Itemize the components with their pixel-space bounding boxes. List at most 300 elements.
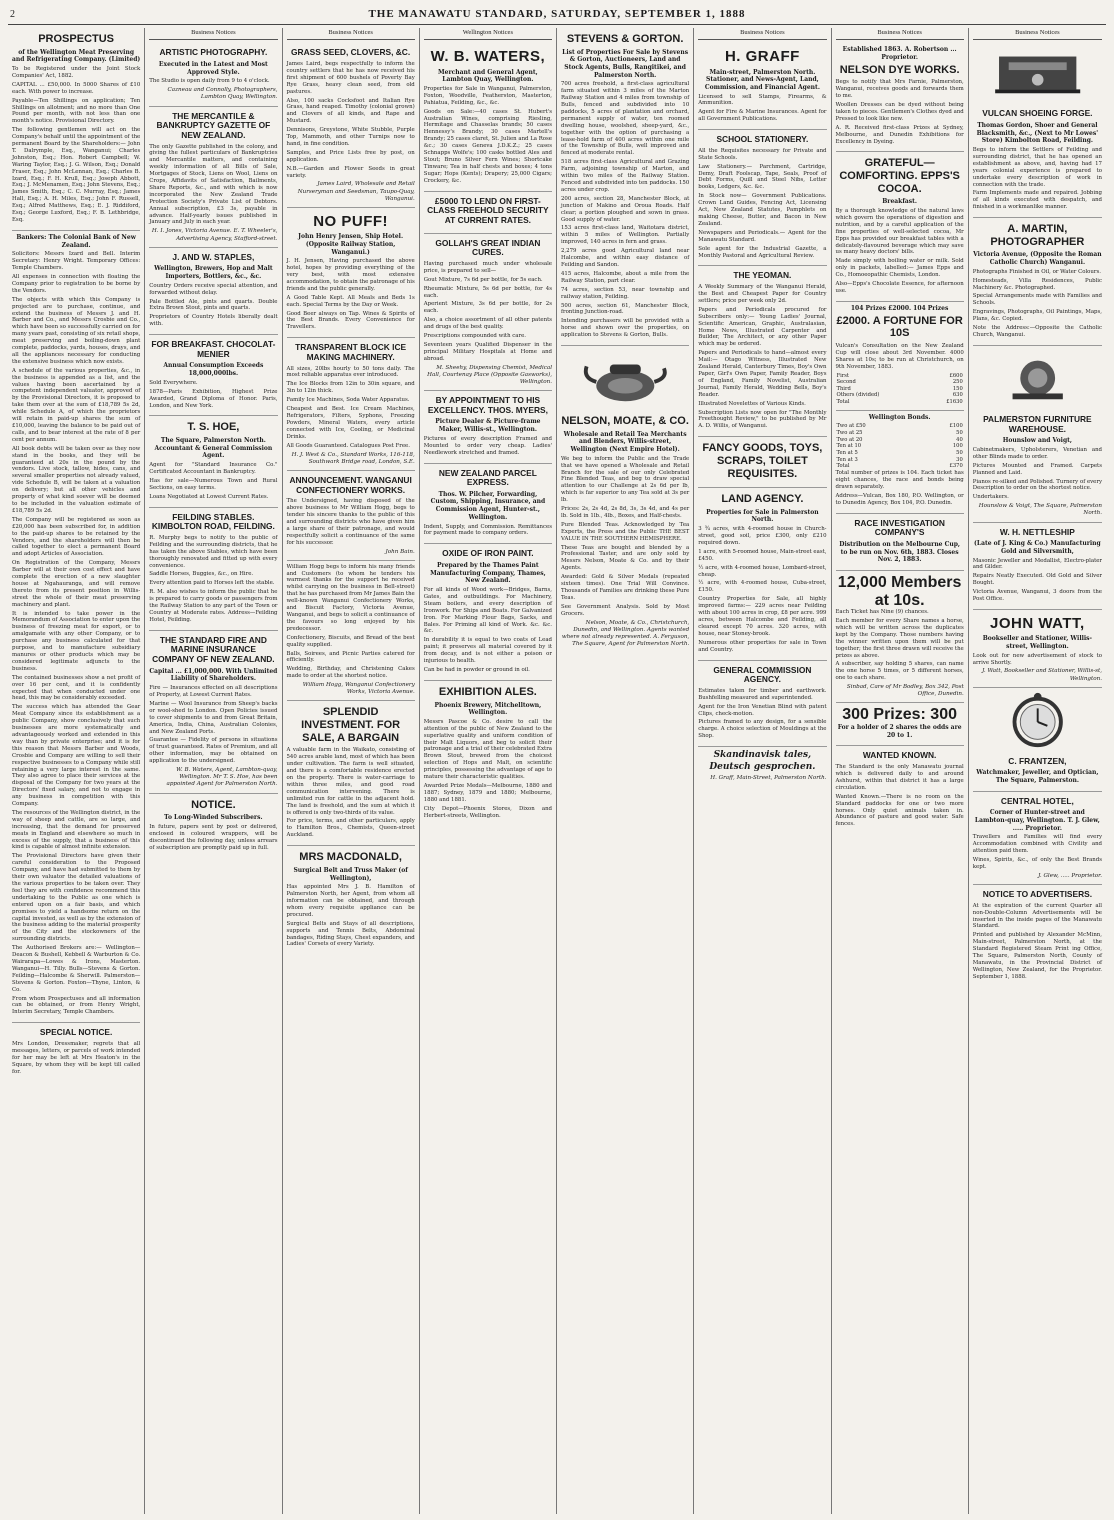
- kettle-icon: [574, 349, 677, 407]
- ad: [698, 488, 826, 660]
- ad-paragraph: It is intended to take power in the Memorandum of Association to enter upon the business of freezing meat for export, or to amalgamate with any other Company, or to purchase any business calculated for that purpose, and to manufacture subsidiary manures or other products which may be considered legitimate adjuncts to the business.: [12, 610, 141, 672]
- ad-paragraph: Sole agent for the Industrial Gazette, a Monthly Pastoral and Agricultural Review.: [698, 245, 827, 259]
- column-7: [832, 28, 969, 1514]
- ad-paragraph: Also, a choice assortment of all other patents and drugs of the best quality.: [423, 317, 552, 331]
- ad-paragraph: Licensed to sell Stamps, Firearms, & Ammunition.: [698, 93, 827, 107]
- ad-paragraph: Having purchased much under wholesale price, is prepared to sell—: [423, 260, 552, 274]
- ad-title: SPECIAL NOTICE.: [39, 1027, 113, 1038]
- ad-body: [973, 653, 1102, 667]
- ad-subtitle: The Square, Palmerston North. Accountant & General Commission Agent.: [154, 437, 273, 460]
- ad-paragraph: See Government Analysis. Sold by Most Grocers.: [561, 603, 690, 617]
- ad-title: BY APPOINTMENT TO HIS EXCELLENCY. THOS. MYERS,: [427, 395, 548, 415]
- ad-paragraph: Loans Negotiated at Lowest Current Rates.: [149, 493, 269, 500]
- table-row: [836, 450, 964, 457]
- table-cell: 100: [952, 443, 963, 450]
- ad-paragraph: Family Ice Machines, Soda Water Apparatus.: [286, 397, 410, 404]
- ad-body: [12, 251, 140, 1016]
- ad: [424, 544, 552, 681]
- table-cell: 30: [956, 456, 963, 463]
- ad-body: [287, 498, 415, 546]
- ad-title: GRASS SEED, CLOVERS, &C.: [291, 47, 411, 58]
- ad-paragraph: A schedule of the various properties, &c., in the business is appended as a list, and the values having been ascertained by a competent independent valuator, approved of by the Provisional Directors, it is proposed to take them over at the sum of £18,789 5s 2d, while Schedule A, of which the proprietors will retain in paid-up shares the sum of £10,000, leaving the balance to be paid out of calls, and to bear interest at the rate of 8 per cent per annum.: [12, 367, 141, 443]
- column-5: [557, 28, 694, 1514]
- ad-paragraph: Newspapers and Periodicals.— Agent for the Manawatu Standard.: [698, 229, 827, 243]
- ad-body: [287, 884, 415, 948]
- ad-paragraph: A. R. Received first-class Prizes at Sydney, Melbourne, and Dunedin Exhibitions for Excellency in Dyeing.: [835, 124, 964, 145]
- ad: [149, 248, 277, 335]
- ad-body: [836, 609, 964, 682]
- ad-body: [287, 366, 415, 450]
- ad-paragraph: A subscriber, say holding 5 shares, can name the one horse 5 times, or 5 different horses, one to each share.: [835, 661, 964, 682]
- ad: [698, 266, 826, 437]
- ad-paragraph: Wanted Known.—There is no room on the Standard paddocks for one or two more horses. Only quiet animals taken in. Abundance of pasture and good water. Safe fences.: [835, 793, 964, 828]
- column-header: Business Notices: [698, 28, 826, 40]
- ad-paragraph: Homesteads, Villa Residences, Public Machinery &c. Photographed.: [972, 277, 1102, 291]
- ad-paragraph: The Ice Blocks from 12in to 30in square, and 3in to 12in thick.: [286, 381, 415, 395]
- ad-paragraph: Fire — Insurances effected on all descriptions of Property, at Lowest Current Rates.: [149, 685, 278, 698]
- ad-paragraph: Repairs Neatly Executed. Old Gold and Silver Bought.: [972, 573, 1102, 587]
- kettle-cut: [574, 349, 677, 407]
- ad-paragraph: Marine — Wool Insurance from Sheep's backs or wool-shed to London. Open Policies issued to cover shipments to and from Great Britain, America, India, China, Australian Colonies, and New Zealand Ports.: [149, 700, 278, 735]
- ad-paragraph: Subscription Lists now open for "The Monthly Freethought Review," to be published by Mr A. D. Willis, of Wanganui.: [698, 409, 827, 430]
- ad-paragraph: The Provisional Directors have given their careful consideration to the Proposed Company, and have had submitted to them by their own valuator the detailed valuations of the various properties to be taken over. They feel they are with confidence recommend this undertaking to the Public as one which is entered upon on a fair basis, and which promises to yield a handsome return on the capital invested, as well as by the extension of the business adding to the material prosperity of the City and the stockowners of the surrounding districts.: [12, 853, 141, 943]
- ad-paragraph: On Registration of the Company, Messrs Barber will at their own cost effect and have complete the erection of a new slaughter house at Ngahauranga, and will remove thereto from its present position in Willis-street the whole of their meat preserving machinery and plant.: [12, 560, 141, 608]
- ad: [561, 410, 689, 652]
- ad: [698, 437, 826, 488]
- table-row: [836, 423, 964, 430]
- column-3: [283, 28, 420, 1514]
- ad-paragraph: Prescriptions compounded with care.: [423, 333, 526, 340]
- ad-body: [149, 824, 277, 852]
- ad-paragraph: Balls, Soirees, and Picnic Parties catered for efficiently.: [286, 650, 415, 664]
- ad-paragraph: R. M. also wishes to inform the public that he is prepared to carry goods or passengers from the Railway Station to any part of the Town or Country at Moderate rates. Address—Feilding Hotel, Feilding.: [149, 589, 278, 623]
- ad: [424, 464, 552, 545]
- ad-paragraph: Cheapest and Best. Ice Cream Machines, Refrigerators, Filters, Syphons, Freezing Powders, Mineral Waters, every article connected with Ice, Cooling, or Medicinal Drinks.: [286, 406, 415, 440]
- table-cell: 50: [956, 450, 963, 457]
- ad-paragraph: 700 acres freehold, a first-class agricultural farm situated within 3 miles of the Marton Railway Station and 4 miles from township of Bulls, fenced and subdivided into 10 paddocks, 5 acres of plantation and orchard, permanent supply of water, ten roomed dwelling house, woolshed, sheep-yard, &c., together with the option of purchasing a lease-hold farm of 400 acres within one mile of the Township of Bulls, well improved and fenced at moderate rental.: [561, 81, 690, 157]
- ad-paragraph: Surgical Belts and Stays of all descriptions, supports and Tennis Belts, Abdominal bandages, Riding Stays, Chest expanders, and Ladies' Corsets of every Variety.: [286, 920, 415, 948]
- ad-subtitle: To Long-Winded Subscribers.: [164, 814, 263, 822]
- ad-title: MRS MACDONALD,: [299, 851, 402, 864]
- ad: [287, 43, 415, 208]
- ad-title: FEILDING STABLES. KIMBOLTON ROAD, FEILDING.: [151, 511, 275, 532]
- column-header: Business Notices: [287, 28, 415, 40]
- ad-subtitle: Victoria Avenue, (Opposite the Roman Catholic Church) Wanganui.: [973, 251, 1102, 267]
- ad: [287, 471, 415, 561]
- ad-subtitle: Executed in the Latest and Most Approved Style.: [158, 60, 268, 76]
- ad-paragraph: 1 acre, with 5-roomed house, Main-street east, £450.: [698, 548, 827, 562]
- ad-title: WANTED KNOWN.: [862, 750, 937, 761]
- ad-subtitle: Distribution on the Melbourne Cup, to be run on Nov. 6th, 1883. Closes Nov. 2, 1883.: [839, 540, 961, 564]
- ad-body: [561, 456, 689, 618]
- ad-paragraph: Awarded: Gold & Silver Medals (repeated sixteen times). One Trial Will Convince. Thousands of Families are drinking these Pure Teas.: [561, 574, 690, 601]
- column-6: [694, 28, 831, 1514]
- ad-paragraph: Made simply with boiling water or milk. Sold only in packets, labelled:— James Epps and Co., Homoeopathic Chemists, London.: [835, 258, 964, 279]
- ad: [698, 661, 826, 748]
- ad-title: NELSON, MOATE, & CO.: [561, 415, 689, 428]
- ad-body: [424, 719, 552, 820]
- ad-subtitle: List of Properties For Sale by Stevens & Gorton, Auctioneers, Land and Stock Agents, Bulls, Rangitikei, and Palmerston North.: [562, 48, 689, 79]
- ad: [973, 218, 1102, 346]
- ad-paragraph: Undertakers.: [972, 494, 1009, 501]
- ad-body: [698, 284, 826, 430]
- columns: [8, 28, 1106, 1514]
- ad-body: [424, 524, 552, 538]
- ad-title: T. S. HOE,: [187, 421, 240, 434]
- ad: [287, 208, 415, 338]
- ad-body: [973, 834, 1102, 871]
- ad-subtitle: Properties for Sale in Palmerston North.: [706, 508, 819, 524]
- ad-paragraph: The Standard is the only Manawatu journal which is delivered daily to and around Ashhurst, within that district it has a large circulation.: [835, 764, 964, 791]
- ad-subtitle: For a holder of 2 shares the odds are 20 to 1.: [837, 724, 962, 739]
- ad-title: OXIDE OF IRON PAINT.: [442, 548, 534, 559]
- ad-body: [424, 436, 552, 457]
- ad: [149, 416, 277, 507]
- ad-paragraph: Good Beer always on Tap. Wines & Spirits of the Best Brands. Every Convenience for Travellers.: [286, 310, 415, 331]
- ad-title: THE MERCANTILE & BANKRUPTCY GAZETTE OF NEW ZEALAND.: [156, 110, 271, 140]
- ad-body: [973, 447, 1102, 501]
- anvil-icon: [986, 43, 1089, 101]
- ad-title: NO PUFF!: [313, 212, 389, 230]
- table-row: [836, 463, 964, 470]
- ad-subtitle: John Henry Jensen, Ship Hotel. (Opposite Railway Station, Wanganui.): [298, 233, 404, 256]
- ad-title: A. MARTIN, PHOTOGRAPHER: [990, 223, 1085, 248]
- ad: [973, 752, 1102, 792]
- table-row: [836, 379, 964, 386]
- ad: [12, 1023, 140, 1081]
- vulcan-cut: [986, 43, 1089, 101]
- table-cell: Ten at 5: [836, 450, 858, 457]
- furniture-icon: [986, 349, 1089, 407]
- ad-paragraph: ½ acre, with 4-roomed house, Lombard-street, cheap.: [698, 564, 827, 578]
- ad-paragraph: Aperient Mixture, 3s 6d per bottle, for 2s each.: [423, 301, 552, 315]
- ad: [836, 514, 964, 571]
- ad-title: ARTISTIC PHOTOGRAPHY.: [159, 47, 268, 58]
- ad-body: [12, 66, 140, 224]
- ad-paragraph: CAPITAL ... £50,000. In 5000 Shares of £10 each. With power to increase.: [12, 81, 141, 95]
- column-header: Business Notices: [973, 28, 1102, 40]
- ad-paragraph: James Laird, begs respectfully to inform the country settlers that he has now received his first shipment of 600 bushels of Poverty Bay Rye Grass, heavy clean seed, from old pastures.: [286, 60, 415, 95]
- ad-body: [149, 78, 277, 85]
- ad-body: [836, 208, 964, 295]
- table-cell: Ten at 3: [836, 456, 858, 463]
- ad-body: [836, 79, 964, 145]
- ad-paragraph: Note the Address:—Opposite the Catholic Church, Wanganui.: [972, 325, 1102, 339]
- masthead-title: THE MANAWATU STANDARD, SATURDAY, SEPTEMBER 1, 1888: [368, 8, 746, 20]
- table-cell: Others (divided): [836, 392, 880, 399]
- ad: [287, 561, 415, 702]
- table-cell: Two at 20: [836, 436, 863, 443]
- table-cell: Two at 25: [836, 430, 863, 437]
- ad-paragraph: Agent for the Iron Venetian Blind with patent Clips, check-motion.: [698, 703, 827, 717]
- ad: [12, 28, 140, 231]
- ad: [424, 234, 552, 392]
- column-header: Business Notices: [149, 28, 277, 40]
- table-cell: Second: [836, 379, 856, 386]
- ad-body: [973, 269, 1102, 339]
- ad-subtitle: Bookseller and Stationer, Willis-street, Wellington.: [982, 635, 1093, 650]
- ad-paragraph: By a thorough knowledge of the natural laws which govern the operations of digestion and nutrition, and by a careful application of the fine properties of well-selected cocoa, Mr Epps has provided our breakfast tables with a delicately-flavoured beverage which may save us many heavy doctors' bills.: [835, 208, 964, 256]
- ad-signature: H. Graff, Main-Street, Palmerston North.: [710, 775, 827, 782]
- ad: [698, 43, 826, 130]
- ad-paragraph: The contained businesses show a net profit of over 16 per cent, and it is confidently expected that when conducted under one head, this may be considerably exceeded.: [12, 674, 141, 702]
- column-header: Business Notices: [836, 28, 964, 40]
- ad-paragraph: For price, terms, and other particulars, apply to Hamilton Bros., Chemists, Queen-street Auckland.: [286, 818, 415, 839]
- ad-body: [149, 535, 277, 624]
- ad-body: [973, 903, 1102, 981]
- ad: [424, 391, 552, 463]
- ad-paragraph: Vulcan's Consultation on the New Zealand Cup will close about 3rd November. 4000 Shares at 10s; to be run at Christchurch, on 9th November, 1883.: [835, 342, 964, 370]
- ad-signature: Nelson, Moate, & Co., Christchurch, Dunedin, and Wellington. Agents wanted where not already represented. A. Ferguson, The Square, Agent for Palmerston North.: [561, 619, 690, 648]
- ad-paragraph: The objects with which this Company is projected are to purchase, continue, and extend the business of Messrs J. and H. Barber and Co., and Messrs Crosbie and Co., which have been so successfully carried on for many years past, consisting of six retail shops, meat preserving and boiling-down plant complete, paddocks, yards, houses, drays, and all the appliances necessary for conducting the extensive business which now exists.: [12, 296, 141, 365]
- table-cell: Third: [836, 385, 851, 392]
- table-cell: First: [836, 372, 849, 379]
- ad-paragraph: Victoria Avenue, Wanganui, 3 doors from the Post Office.: [972, 589, 1102, 603]
- ad-paragraph: At the expiration of the current Quarter all non-Double-Column Advertisements will be inserted in the inside pages of the Manawatu Standard.: [972, 902, 1102, 930]
- ad-title: C. FRANTZEN,: [1008, 755, 1067, 766]
- ad-paragraph: Pictures of every description Framed and Mounted to order very cheap. Ladies' Needlework stretched and framed.: [423, 435, 552, 456]
- ad-paragraph: A valuable farm in the Waikato, consisting of 540 acres arable land, most of which has been under cultivation. The farm is well situated, and there is a comfortable residence erected on the property. There is water-carriage to within three miles, and good road communication intervening. There is unlimited run for cattle in the adjacent hold. The land is freehold, and the sum at which it is offered is only two-thirds of its value.: [286, 747, 415, 816]
- ad-body: [698, 94, 826, 124]
- ad-paragraph: Saddle Horses, Buggies, &c., on Hire.: [149, 571, 254, 578]
- ad-title: GENERAL COMMISSION AGENCY.: [713, 664, 812, 685]
- ad-body: [149, 462, 277, 501]
- ad: [149, 631, 277, 794]
- ad-paragraph: The Undersigned, having disposed of the above business to Mr William Hogg, begs to tender his sincere thanks to the public of this and surrounding districts who have given him a large share of their patronage, and would respectfully solicit a continuance of the same for his successor.: [286, 498, 415, 546]
- table-row: [836, 437, 964, 444]
- ad: [149, 43, 277, 106]
- ad-title: £2000. A FORTUNE FOR 10S: [836, 314, 963, 340]
- ad-subtitle: Established 1863. A. Robertson ... Proprietor.: [842, 46, 957, 61]
- ad-title: JOHN WATT,: [990, 615, 1085, 632]
- table-cell: 150: [952, 385, 963, 392]
- ad-paragraph: The success which has attended the Gear Meat Company since its establishment as a public Company, show conclusively that such businesses are more systematically and advantageously worked and extended in this way than by private enterprise; and it is for this reason that Messrs Barber and Woods, Crosbie and Company are willing to sell their respective businesses to a Company while still retaining a very large interest in the same. They also agree to place their services at the disposal of the Company for two years at the Directors' fixed salary, and not to engage in any business in competition with this Company.: [12, 704, 141, 808]
- ad-paragraph: Sold Everywhere.: [149, 379, 198, 386]
- ad-paragraph: From whom Prospectuses and all information can be obtained, or from Henry Wright, Interim Secretary, Temple Chambers.: [12, 995, 141, 1016]
- ad-title: J. AND W. STAPLES,: [172, 251, 255, 262]
- ad-paragraph: To be Registered under the Joint Stock Companies' Act, 1882.: [12, 65, 141, 79]
- ad: [561, 28, 689, 346]
- ad-paragraph: Has for sale—Numerous Town and Rural Sections, on easy terms.: [149, 477, 278, 491]
- ad-body: [287, 564, 415, 681]
- ad: [12, 231, 140, 1023]
- ad-paragraph: Look out for new advertisement of stock to arrive Shortly.: [972, 652, 1102, 666]
- column-header: Wellington Notices: [424, 28, 552, 40]
- ad-paragraph: Printed and published by Alexander McMinn, Main-street, Palmerston North, at the Standard Registered Steam Print ing Office, The Square, Palmerston North, County of Manawatu, in the Provincial District of Wellington, New Zealand, for the Proprietor. September 1, 1888.: [972, 932, 1102, 980]
- table-cell: 250: [952, 379, 963, 386]
- ad-paragraph: 200 acres, section 28, Manchester Block, at junction of Makino and Oroua Roads. Half clear; a portion ploughed and sown in grass. Good supply of water.: [561, 195, 690, 223]
- ad-paragraph: Pictures framed to any design, for a sensible charge. A choice selection of Mouldings at the Shop.: [698, 719, 827, 740]
- ad-paragraph: Messrs Pascoe & Co. desire to call the attention of the public of New Zealand to the superlative quality and uniform condition of their Malt Liquors, and beg to solicit their patronage and a trial of their celebrated Extra Brown Stout, brewed from the choicest selection of Hops and Malt, on scientific principles, possessing the advantage of age to mature their characteristic qualities.: [423, 718, 552, 781]
- ad-subtitle: Hounslow and Voigt,: [1002, 437, 1073, 445]
- table-cell: Total: [836, 463, 850, 470]
- ad-body: [149, 283, 277, 328]
- ad-paragraph: A Good Table Kept. All Meals and Beds 1s each. Special Terms by the Day or Week.: [286, 294, 415, 308]
- ad-paragraph: Indent, Supply, and Commission. Remittances for payment made to company orders.: [423, 523, 552, 537]
- ad-subtitle: Prepared by the Thames Paint Manufacturing Company, Thames, New Zealand.: [430, 561, 546, 585]
- ad-title: NELSON DYE WORKS.: [839, 63, 960, 76]
- ad-paragraph: All expenses in connection with floating the Company prior to registration to be borne by the Vendors.: [12, 273, 141, 294]
- ad-paragraph: Special Arrangements made with Families and Schools.: [972, 293, 1102, 307]
- table-cell: £600: [949, 372, 963, 379]
- ad-paragraph: The following gentlemen will act on the Company's behalf until the appointment of the permanent Board by the Shareholders:— John T. Dalrymple, Esq., Wanganui; Charles Johnston, Esq.; Hon. Robert Campbell; W. Waring Taylor, Esq.; J. G. Wilson, Esq.; Donald Fraser, Esq.; John McLennan, Esq.; Charles B. Izard, Esq.; F. H. Krull, Esq.; Joseph Abbott, Esq.; J. McMenamen, Esq.; John Stevens, Esq.; James Smith, Esq.; C. C. Murray, Esq.; James Hall, Esq.; A. H. Miles, Esq.; John F. Russell, Esq.; Alfred Matthews, Esq.; E. J. Riddiford, Esq.; George Luxford, Esq.; F. B. Lethbridge, Esq.: [12, 127, 141, 224]
- wellington-bonds-table: [836, 423, 964, 470]
- ad-paragraph: Dennisons, Greystone, White Stubble, Purple Top, Mammoth, and other Turnips now to hand, in fine condition.: [286, 127, 415, 147]
- ad-paragraph: Address—Vulcan, Box 180, P.O. Wellington, or to Dunedin Agency, Box 104, P.O. Dunedin.: [835, 492, 964, 506]
- table-cell: Total: [836, 399, 850, 406]
- ad-paragraph: Awarded Prize Medals—Melbourne, 1880 and 1887; Sydney, 1879 and 1880; Melbourne, 1880 and 1881.: [423, 783, 552, 803]
- ad-body: [836, 343, 964, 371]
- ad-body: [287, 61, 415, 180]
- ad-paragraph: Proprietors of Country Hotels liberally dealt with.: [149, 314, 278, 328]
- column-4: [420, 28, 557, 1514]
- ad-title: NOTICE TO ADVERTISERS.: [982, 889, 1093, 900]
- ad-title: H. GRAFF: [724, 48, 800, 66]
- ad-signature: Sinbad, Care of Mr Bodley, Box 342, Post Office, Dunedin.: [846, 684, 964, 698]
- ad-subtitle: Main-street, Palmerston North. Stationer, and News-Agent, Land, Commission, and Financial Agent.: [704, 68, 820, 91]
- ad-paragraph: 2,279 acres good Agricultural land near Halcombe, and within easy distance of Feilding and Sandon.: [561, 248, 690, 268]
- ad-paragraph: In Stock now— Government Publications. Crown Land Guides, Fencing Act, Licensing Act, New Zealand Statutes, Pamphlets on making Cheese, Butter, and Bacon in New Zealand.: [698, 193, 827, 227]
- ad-paragraph: Pale Bottled Ale, pints and quarts. Double Extra Brown Stout, pints and quarts.: [149, 298, 278, 312]
- ad-subtitle: Wellington Bonds.: [868, 413, 931, 421]
- ad-paragraph: Can be had in powder or ground in oil.: [423, 666, 530, 673]
- ad-signature: James Laird, Wholesale and Retail Nurseryman and Seedsman, Taupo-Quay, Wanganui.: [297, 181, 415, 202]
- ad: [973, 410, 1102, 523]
- ad-paragraph: Gout Mixture, 7s 6d per bottle, for 5s each.: [423, 276, 543, 283]
- column-1: [8, 28, 145, 1514]
- ad: [424, 192, 552, 234]
- ad-title: THE YEOMAN.: [733, 270, 792, 281]
- ad-paragraph: Law Stationery.— Parchment, Cartridge, Demy, Draft Foolscap, Tape, Seals, Proof of Debt Forms, Quill and Steel Nibs, Letter books, Ledgers, &c. &c.: [698, 163, 827, 191]
- ad-body: [424, 86, 552, 185]
- ad-body: [561, 81, 689, 339]
- ad-paragraph: Mrs London, Dressmaker, regrets that all messages, letters, or parcels of work intended for her may be left at Mrs Heaton's in the Square, by whom they will be kept till called for.: [12, 1040, 141, 1075]
- ad: [698, 747, 826, 786]
- vulcan-prize-table: [836, 373, 964, 406]
- ad-signature: M. Sheehy, Dispensing Chemist, Medical Hall, Courtenay Place (Opposite Gasworks), Wellington.: [427, 364, 552, 385]
- watch-icon: [986, 691, 1089, 749]
- ad: [149, 335, 277, 416]
- table-cell: £1630: [946, 399, 963, 406]
- ad-subtitle: 104 Prizes £2000. 104 Prizes: [850, 304, 949, 312]
- ad: [287, 846, 415, 954]
- ad-paragraph: 1878—Paris Exhibition, Highest Prize Awarded, Grand Diploma of Honor. Paris, London, and New York.: [149, 388, 278, 409]
- ad-subtitle: of the Wellington Meat Preserving and Refrigerating Company. (Limited): [12, 48, 141, 64]
- ad-subtitle: Watchmaker, Jeweller, and Optician, The Square, Palmerston.: [976, 769, 1099, 785]
- ad-body: [287, 747, 415, 839]
- ad: [698, 130, 826, 266]
- ad-paragraph: Country Properties for Sale, all highly improved farms:— 229 acres near Feilding with about 100 acres in crop, £8 per acre. 999 acres, between Halcombe and Feilding, all cleared except 70 acres. 320 acres, with house, near Stoney-brook.: [698, 596, 827, 637]
- ad-body: [836, 764, 964, 828]
- ad-body: [424, 587, 552, 674]
- table-cell: 40: [956, 436, 963, 443]
- table-cell: £370: [949, 463, 963, 470]
- ad-subtitle: Merchant and General Agent, Lambton Quay, Wellington.: [438, 68, 538, 84]
- ad-paragraph: The only Gazette published in the colony, and giving the fullest particulars of Bankruptcies and Mercantile matters, and containing weekly information of all Bills of Sale, Mortgages of Stock, Liens on Wool, Liens on Crops, Affidavits of Satisfaction, Bailments, Share Reports, &c., and with which is now incorporated the New Zealand Trade Protection Society's Private List of Debtors. Annual subscription, £3 3s, payable in advance. Half-yearly issues published in January and July in each year.: [149, 143, 278, 226]
- ad-paragraph: Payable—Ten Shillings on application; Ten Shillings on allotment; and no more than One Pound per month, with not less than one month's notice. Provisional Directory.: [12, 97, 141, 125]
- ad: [836, 746, 964, 834]
- ad-title: W. H. NETTLESHIP: [999, 526, 1075, 537]
- ad-paragraph: Begs to notify that Mrs Farnie, Palmerston, Wanganui, receives goods and forwards them to me.: [835, 79, 964, 100]
- ad-paragraph: In future, papers sent by post or delivered, enclosed in coloured wrappers, will be discontinued the following day, unless arrears of subscription are promptly paid up in full.: [149, 823, 278, 851]
- ad-paragraph: Also, 100 sacks Cocksfoot and Italian Rye Grass, hand reaped. Timothy (colonial grown) and Clovers of all kinds, and Rape and Mustard.: [286, 97, 415, 125]
- table-row: [836, 373, 964, 380]
- ad-signature: William Hogg, Wanganui Confectionery Works, Victoria Avenue.: [302, 682, 415, 696]
- ad-subtitle: Thos. W. Pilcher, Forwarding, Custom, Shipping, Insurance, and Commission Agent, Hunter-st., Wellington.: [430, 490, 546, 521]
- ad: [836, 152, 964, 301]
- ad: [973, 885, 1102, 987]
- ad-paragraph: Samples, and Price Lists free by post, on application.: [286, 149, 415, 163]
- ad: [287, 701, 415, 846]
- ad-paragraph: Each member for every Share names a horse, which will be written across the duplicates kept by the Company. Those numbers having the winner written upon them will be put together; the first three drawn will receive the prizes as above.: [835, 618, 964, 659]
- ad-paragraph: City Depot—Phoenix Stores, Dixon and Herbert-streets, Wellington.: [423, 805, 552, 819]
- ad-paragraph: These Teas are bought and blended by a Professional Taster, and are only sold by Messrs Nelson, Moate & Co. and by their Agents.: [561, 544, 690, 572]
- ad-body: [836, 470, 964, 507]
- ad-paragraph: All Goods Guaranteed. Catalogues Post Free.: [286, 442, 410, 449]
- ad-paragraph: The Studio is open daily from 9 to 4 o'clock.: [149, 78, 270, 85]
- ad-title: 12,000 Members at 10s.: [837, 573, 962, 609]
- ad-subtitle: Bankers: The Colonial Bank of New Zealand.: [16, 233, 136, 249]
- ad-body: [698, 688, 826, 740]
- ad-title: LAND AGENCY.: [721, 493, 804, 506]
- ad: [973, 792, 1102, 885]
- ad-title: VULCAN SHOEING FORGE.: [982, 108, 1093, 119]
- ad-paragraph: 153 acres first-class land, Waitotara district, within 5 miles of Wellington. Partially improved, 140 acres in fern and grass.: [561, 225, 690, 246]
- ad-paragraph: Estimates taken for timber and earthwork. Bushfelling measured and superintended.: [698, 687, 827, 701]
- ad-paragraph: Papers and Periodicals procured for Subscribers only:— Young Ladies' Journal, Scientific American, Graphic, Australasian, Home News, Illustrated Carpenter and Builder, The Architect, or any other Paper which may be ordered.: [698, 306, 827, 348]
- ad: [973, 523, 1102, 610]
- ad-subtitle: Wholesale and Retail Tea Merchants and Blenders, Willis-street, Wellington (Next Empire Hotel).: [563, 430, 687, 454]
- column-8: [969, 28, 1106, 1514]
- ad-subtitle: Capital ... £1,000,000. With Unlimited Liability of Shareholders.: [149, 667, 278, 683]
- ad-title: RACE INVESTIGATION COMPANY'S: [854, 517, 945, 538]
- table-row: [836, 443, 964, 450]
- ad: [836, 411, 964, 514]
- ad-paragraph: All the Requisites necessary for Private and State Schools.: [698, 147, 827, 161]
- ad-paragraph: Goods on Sale:—40 cases St. Hubert's Australian Wines, comprising Riesling, Hermitage and Chasselas brands; 50 cases Hennessy's Brandy; 30 cases Martell's Brandy; 25 cases claret, St. Julien and La Rose &c.; 30 cases Geneva J.D.K.Z.; 25 cases Schnapps Wolfe's; 100 casks bottled Ales and Stout; Bruno Silver Fern Wines; Shortcake Tinware; Tea in half chests and boxes; 4 tons Sugar; Hops (Kents); Drapery; 25,000 Cigars; Crockery, &c.: [423, 108, 552, 184]
- ad-title: Skandinavisk tales, Deutsch gesprochen.: [709, 750, 816, 772]
- masthead: [8, 4, 1106, 25]
- ad-title: THE STANDARD FIRE AND MARINE INSURANCE COMPANY OF NEW ZEALAND.: [152, 634, 275, 665]
- ad-title: W. B. WATERS,: [430, 48, 546, 66]
- ad-paragraph: In durability it is equal to two coats of Lead paint; it preserves all material covered by it from decay, and is not either a poison or injurious to health.: [423, 637, 552, 665]
- ad-paragraph: Properties for Sale in Wanganui, Palmerston, Foxton, Woodville, Featherston, Masterton, Pahiatua, Feilding, &c., &c.: [423, 85, 552, 106]
- ad-title: GRATEFUL—COMFORTING. EPPS'S COCOA.: [839, 157, 960, 195]
- ad-paragraph: Agent for "Standard Insurance Co." Certificated Accountant in Bankruptcy.: [149, 462, 278, 475]
- ad-paragraph: 500 acres, section 61, Manchester Block, fronting Junction-road.: [561, 302, 690, 316]
- ad-title: £5000 TO LEND ON FIRST-CLASS FREEHOLD SECURITY AT CURRENT RATES.: [427, 195, 549, 225]
- ad-paragraph: Engravings, Photographs, Oil Paintings, Maps, Plans, &c. Copied.: [972, 309, 1102, 323]
- ad-paragraph: Masonic Jeweller and Medallist, Electro-plater and Gilder.: [972, 557, 1102, 571]
- ad-title: CENTRAL HOTEL,: [1000, 795, 1074, 806]
- ad-paragraph: We beg to inform the Public and the Trade that we have opened a Wholesale and Retail Branch for the sale of our only Celebrated Fine Blended Teas, and beg to draw special attention to our Challenge at 2s 6d per lb, which is far superior to any Tea sold at 3s per lb.: [561, 455, 690, 504]
- page-number: 2: [10, 8, 16, 20]
- ad-title: PALMERSTON FURNITURE WAREHOUSE.: [983, 413, 1092, 434]
- ad-paragraph: 74 acres, section 53, near township and railway station, Feilding.: [561, 286, 690, 300]
- ad-title: FOR BREAKFAST. CHOCOLAT-MENIER: [151, 339, 276, 359]
- ad-title: NOTICE.: [191, 798, 236, 811]
- ad-paragraph: Papers and Periodicals to hand—almost every Mail:— Otago Witness, Illustrated New Zealand Herald, Canterbury Times, Boy's Own Paper, Girl's Own Paper, Family Reader, Boys of England, Family Novelist, Australian Journal, Family Herald, Wedding Bells, Boy's Reader.: [698, 350, 827, 398]
- ad-subtitle: Surgical Belt and Truss Maker (of Wellington),: [293, 866, 408, 882]
- ad-paragraph: Wedding, Birthday, and Christening Cakes made to order at the shortest notice.: [286, 666, 415, 680]
- ad-paragraph: 3 ¾ acres, with 4-roomed house in Church-street, good soil, price £300, only £210 required down.: [698, 526, 827, 546]
- table-row: [836, 392, 964, 399]
- ad-body: [973, 147, 1102, 211]
- ad: [836, 571, 964, 704]
- ad: [836, 302, 964, 411]
- ad-signature: H. I. Jones, Victoria Avenue. E. T. Wheeler's, Advertising Agency, Stafford-street.: [151, 228, 278, 242]
- ad-body: [424, 261, 552, 363]
